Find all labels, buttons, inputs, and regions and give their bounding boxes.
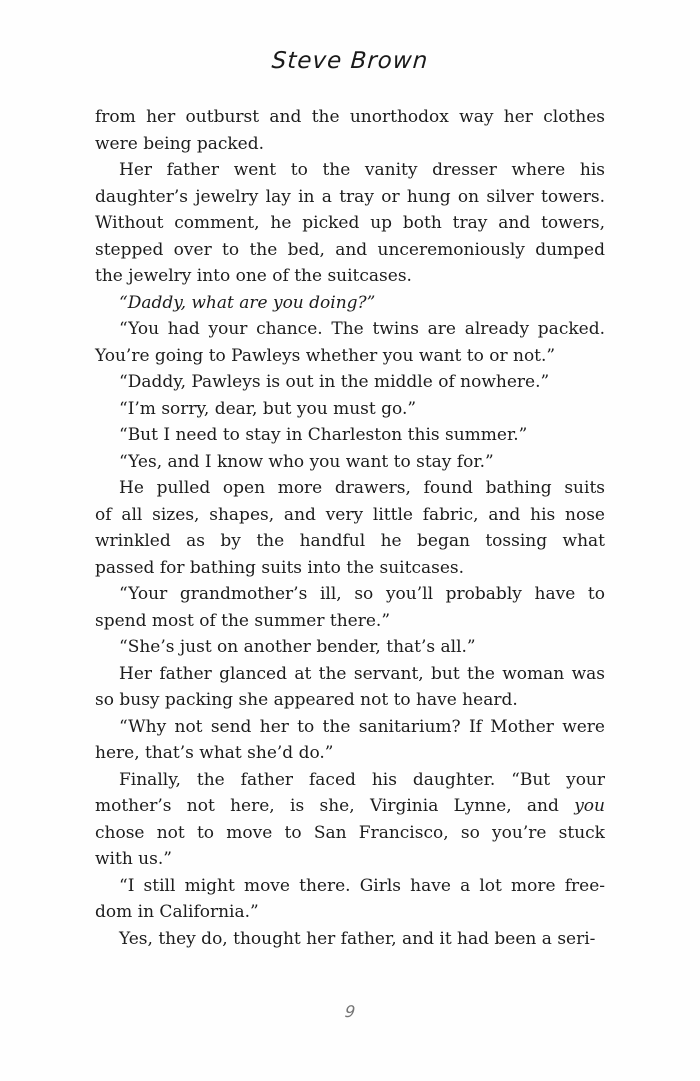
text-line xyxy=(95,820,605,847)
text-segment: so busy packing she appeared not to have heard. xyxy=(95,690,518,710)
text-line xyxy=(95,369,605,396)
text-line xyxy=(95,608,605,635)
text-segment: “I still might move there. Girls have a lot more free- xyxy=(119,875,605,896)
text-line xyxy=(95,873,605,900)
text-line xyxy=(95,131,605,158)
text-line xyxy=(95,767,605,794)
text-segment: were being packed. xyxy=(95,133,265,154)
text-line xyxy=(95,184,605,211)
text-segment: Yes, they do, thought her father, and it had been a seri- xyxy=(119,928,596,949)
text-line xyxy=(95,343,605,370)
text-segment: passed for bathing suits into the suitcases. xyxy=(95,557,465,578)
text-segment: the jewelry into one of the suitcases. xyxy=(95,266,412,286)
text-segment: “Daddy, Pawleys is out in the middle of nowhere.” xyxy=(119,372,550,392)
page-number: 9 xyxy=(343,1002,357,1021)
text-segment: “Why not send her to the sanitarium? If Mother were xyxy=(119,716,605,737)
italic-text-segment: you xyxy=(574,796,605,816)
text-line xyxy=(95,290,605,317)
text-line xyxy=(95,846,605,873)
text-line xyxy=(95,449,605,476)
text-segment: here, that’s what she’d do.” xyxy=(95,743,334,763)
text-line xyxy=(95,263,605,290)
text-line xyxy=(95,740,605,767)
text-segment: Her father glanced at the servant, but the woman was xyxy=(119,663,605,684)
italic-text-segment: “Daddy, what are you doing?” xyxy=(119,292,376,313)
text-segment: from her outburst and the unorthodox way her clothes xyxy=(95,107,605,127)
text-segment: Without comment, he picked up both tray and towers, xyxy=(95,213,605,233)
text-segment: “She’s just on another bender, that’s all.” xyxy=(119,637,476,657)
text-line xyxy=(95,422,605,449)
text-line xyxy=(95,210,605,237)
text-segment: “Yes, and I know who you want to stay for.” xyxy=(119,451,494,472)
text-segment: You’re going to Pawleys whether you want to or not.” xyxy=(95,345,556,366)
text-line xyxy=(95,555,605,582)
text-line xyxy=(95,899,605,926)
text-line xyxy=(95,687,605,714)
text-segment: wrinkled as by the handful he began tossing what xyxy=(95,531,605,551)
text-segment: dom in California.” xyxy=(95,902,259,922)
text-line xyxy=(95,157,605,184)
text-segment: Her father went to the vanity dresser where his xyxy=(119,160,605,180)
text-line xyxy=(95,793,605,820)
text-line xyxy=(95,502,605,529)
text-segment: “But I need to stay in Charleston this summer.” xyxy=(119,425,528,445)
text-segment: stepped over to the bed, and unceremoniously dumped xyxy=(95,239,605,260)
running-header-author: Steve Brown xyxy=(270,48,430,74)
text-line xyxy=(95,396,605,423)
text-line xyxy=(95,714,605,741)
text-line xyxy=(95,926,605,953)
text-line xyxy=(95,475,605,502)
text-segment: He pulled open more drawers, found bathing suits xyxy=(119,478,605,498)
text-segment: chose not to move to San Francisco, so you’re stuck xyxy=(95,822,605,843)
text-segment: spend most of the summer there.” xyxy=(95,610,391,631)
text-line xyxy=(95,237,605,264)
text-segment: of all sizes, shapes, and very little fabric, and his nose xyxy=(95,504,605,525)
text-segment: with us.” xyxy=(95,849,172,869)
text-line xyxy=(95,661,605,688)
text-segment: daughter’s jewelry lay in a tray or hung on silver towers. xyxy=(95,186,605,207)
text-line xyxy=(95,581,605,608)
body-text xyxy=(95,104,605,952)
text-segment: “You had your chance. The twins are already packed. xyxy=(119,319,605,339)
text-line xyxy=(95,634,605,661)
text-line xyxy=(95,528,605,555)
text-segment: “Your grandmother’s ill, so you’ll probably have to xyxy=(119,584,605,604)
text-line xyxy=(95,316,605,343)
text-line xyxy=(95,104,605,131)
text-segment: Finally, the father faced his daughter. “But your xyxy=(119,769,605,790)
text-segment: “I’m sorry, dear, but you must go.” xyxy=(119,398,417,419)
text-segment: mother’s not here, is she, Virginia Lynne, and xyxy=(95,796,575,816)
